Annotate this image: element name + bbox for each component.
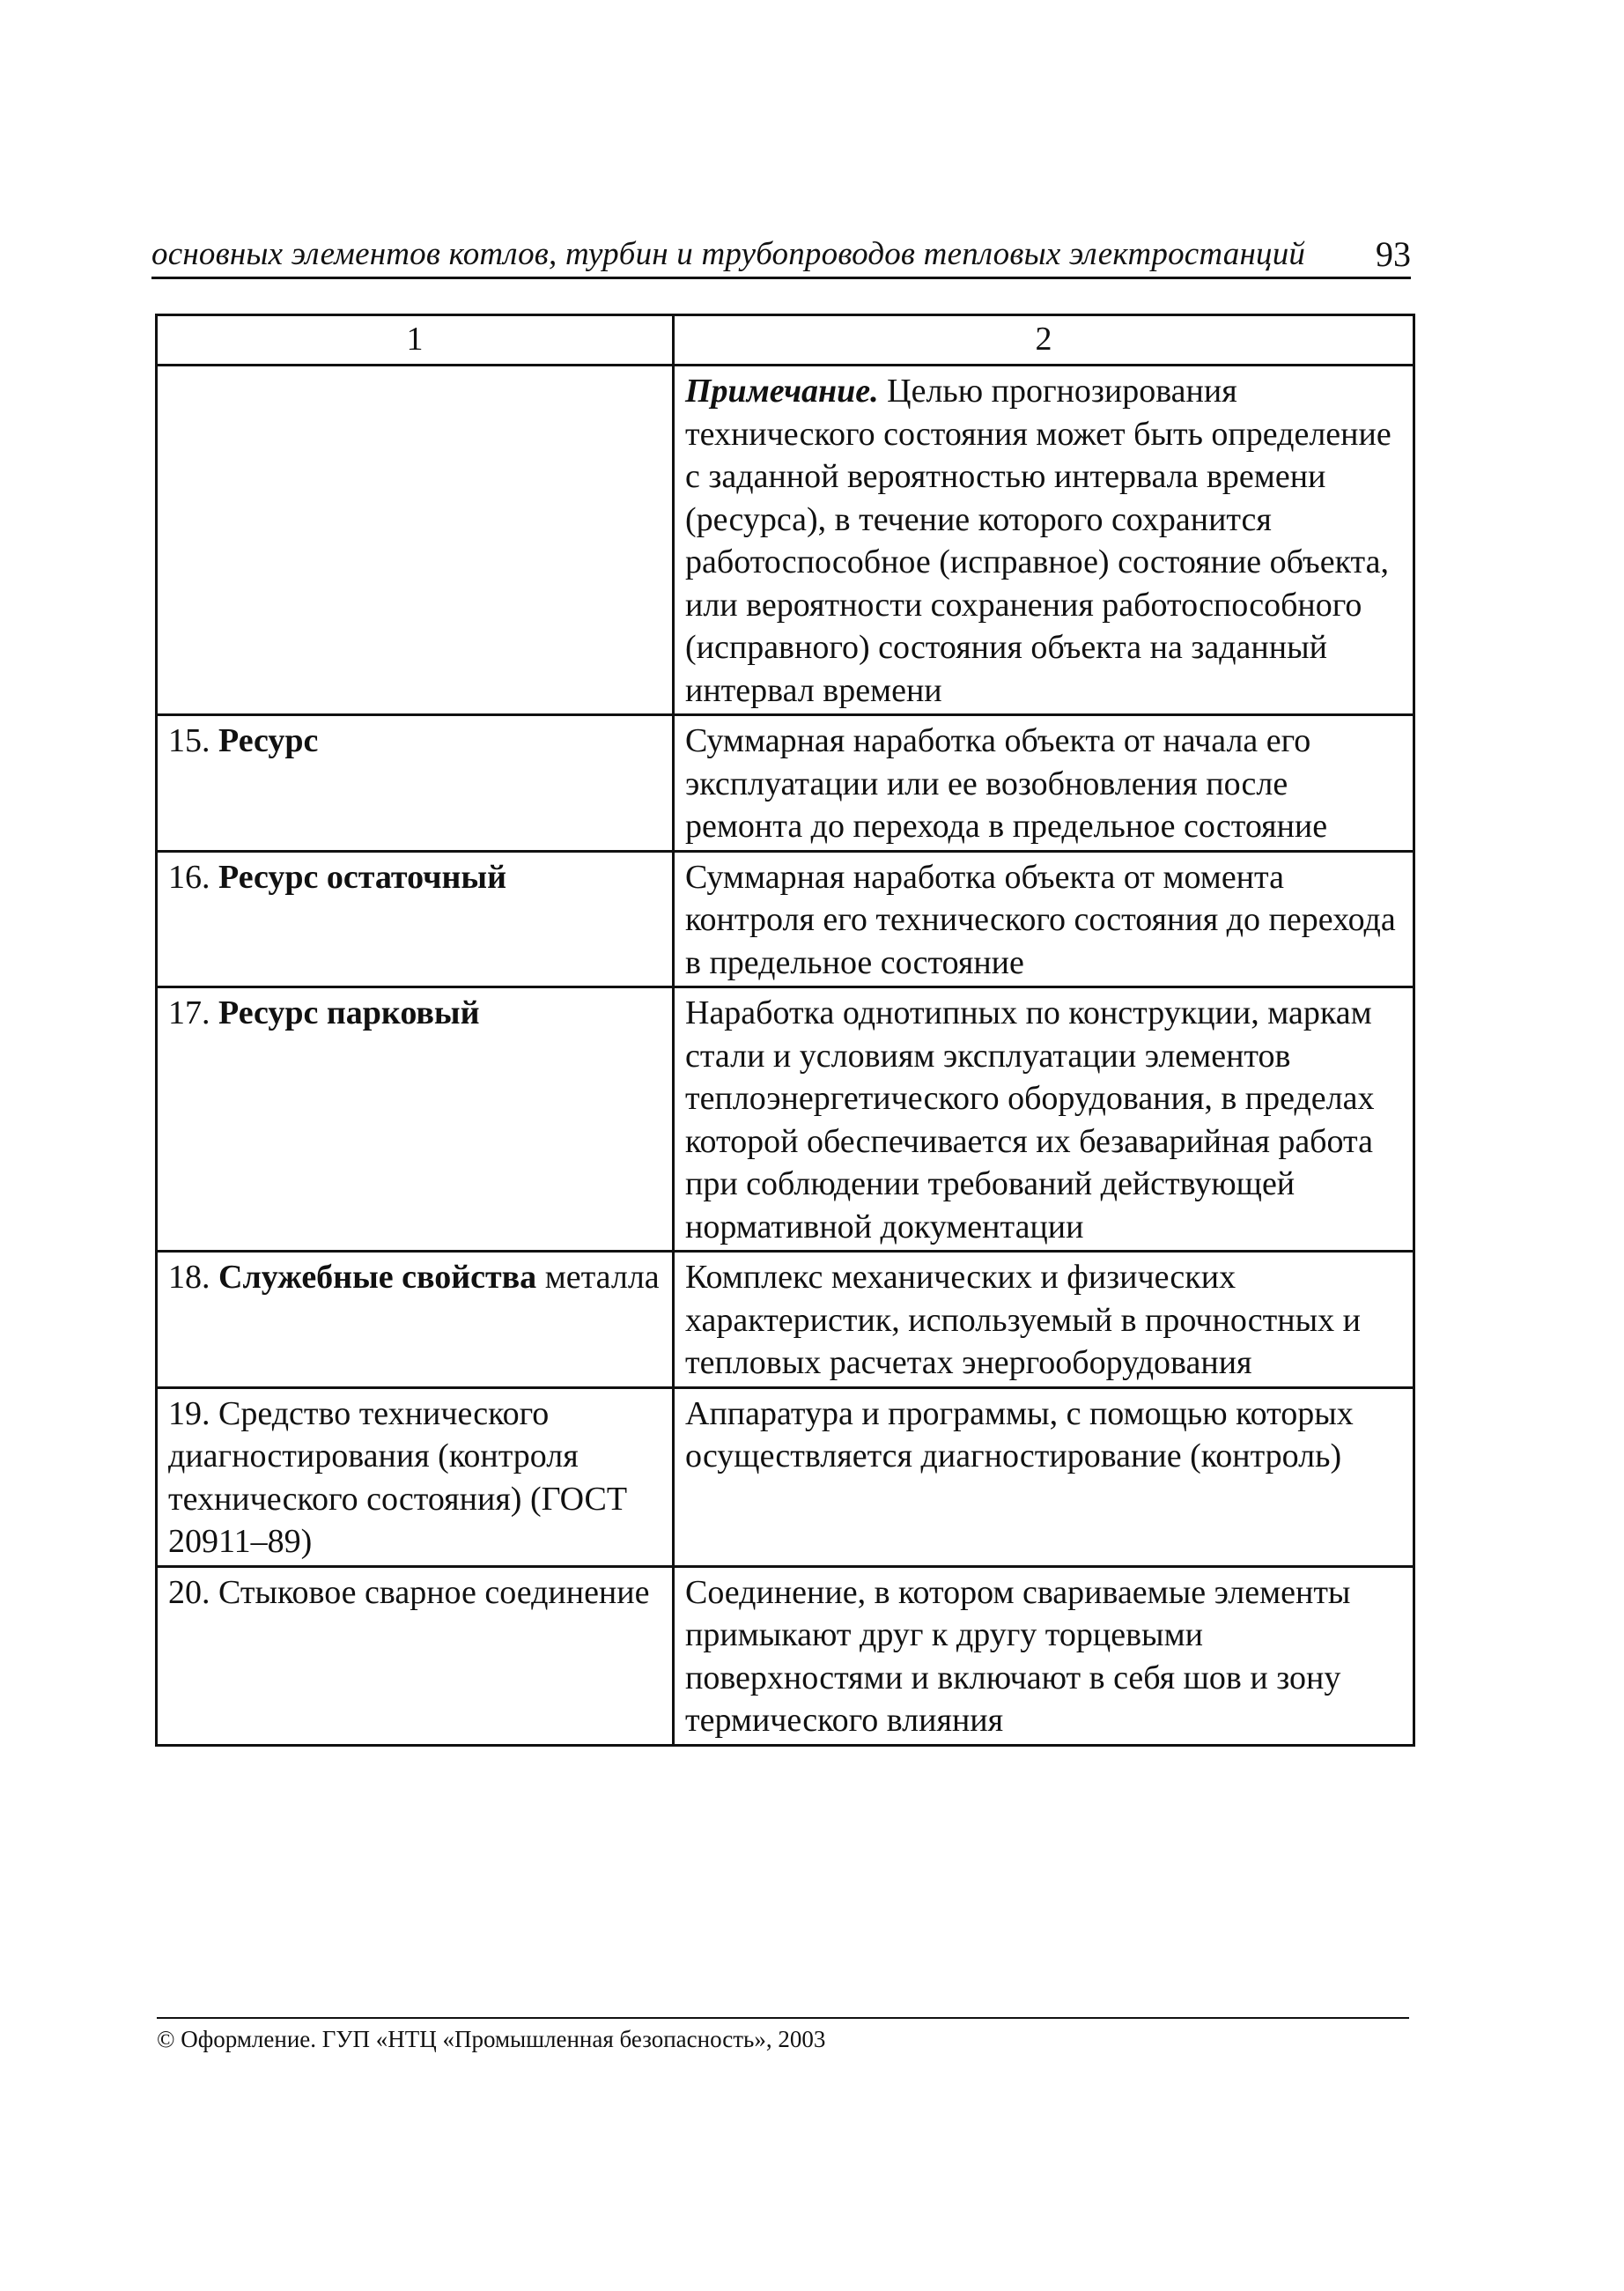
column-header-1: 1 — [157, 315, 674, 366]
term-cell — [157, 1387, 674, 1566]
term-name: Ресурс остаточный — [218, 858, 506, 896]
note-label: Примечание. — [685, 373, 879, 410]
table-row — [157, 1252, 1414, 1388]
table-row — [157, 987, 1414, 1252]
copyright-footer: © Оформление. ГУП «НТЦ «Промышленная безопасность», 2003 — [157, 2026, 826, 2052]
term-number: 19. — [168, 1394, 218, 1432]
table-row — [157, 1566, 1414, 1745]
table-row — [157, 851, 1414, 987]
note-term-cell — [157, 366, 674, 715]
footer-divider — [157, 2017, 1409, 2019]
note-cell — [674, 366, 1414, 715]
term-number: 15. — [168, 722, 218, 759]
term-cell — [157, 1252, 674, 1388]
column-header-2: 2 — [674, 315, 1414, 366]
definition-cell: Суммарная наработка объекта от начала его эксплуатации или ее возобновления после ремонта до перехода в предельное состояние — [674, 715, 1414, 852]
term-number: 18. — [168, 1259, 218, 1296]
definition-cell: Наработка однотипных по конструкции, маркам стали и условиям эксплуатации элементов теплоэнергетического оборудования, в пределах которой обеспечивается их безаварийная работа при соблюдении требований действующей нормативной документации — [674, 987, 1414, 1252]
table-row — [157, 715, 1414, 852]
term-name-rest: Стыковое сварное соединение — [218, 1573, 650, 1611]
term-number: 17. — [168, 994, 218, 1031]
term-name-rest: Средство технического диагностирования (контроля технического состояния) (ГОСТ 20911–89) — [168, 1394, 628, 1560]
table-row-note — [157, 366, 1414, 715]
term-name: Ресурс — [218, 722, 319, 759]
term-name: Ресурс парковый — [218, 994, 480, 1031]
term-cell — [157, 715, 674, 852]
page-header — [151, 234, 1411, 279]
definition-cell: Аппаратура и программы, с помощью которых осуществляется диагностирование (контроль) — [674, 1387, 1414, 1566]
definition-cell: Суммарная наработка объекта от момента контроля его технического состояния до перехода в предельное состояние — [674, 851, 1414, 987]
term-cell — [157, 851, 674, 987]
table-row — [157, 1387, 1414, 1566]
term-number: 20. — [168, 1573, 218, 1611]
term-cell — [157, 1566, 674, 1745]
definition-cell: Комплекс механических и физических характеристик, используемый в прочностных и тепловых расчетах энергооборудования — [674, 1252, 1414, 1388]
note-text: Целью прогнозирования технического состояния может быть определение с заданной вероятностью интервала времени (ресурса), в течение которого сохранится работоспособное (исправное) состояние объекта, или вероятности сохранения работоспособного (исправного) состояния объекта на заданный интервал времени — [685, 373, 1391, 709]
term-name: Служебные свойства — [218, 1259, 537, 1296]
term-name-rest: металла — [536, 1259, 660, 1296]
terms-table — [155, 314, 1415, 1747]
definition-cell: Соединение, в котором свариваемые элементы примыкают друг к другу торцевыми поверхностями и включают в себя шов и зону термического влияния — [674, 1566, 1414, 1745]
table-header-row — [157, 315, 1414, 366]
term-cell — [157, 987, 674, 1252]
term-number: 16. — [168, 858, 218, 896]
page-number: 93 — [1376, 234, 1411, 274]
running-title: основных элементов котлов, турбин и трубопроводов тепловых электростанций — [151, 236, 1306, 272]
